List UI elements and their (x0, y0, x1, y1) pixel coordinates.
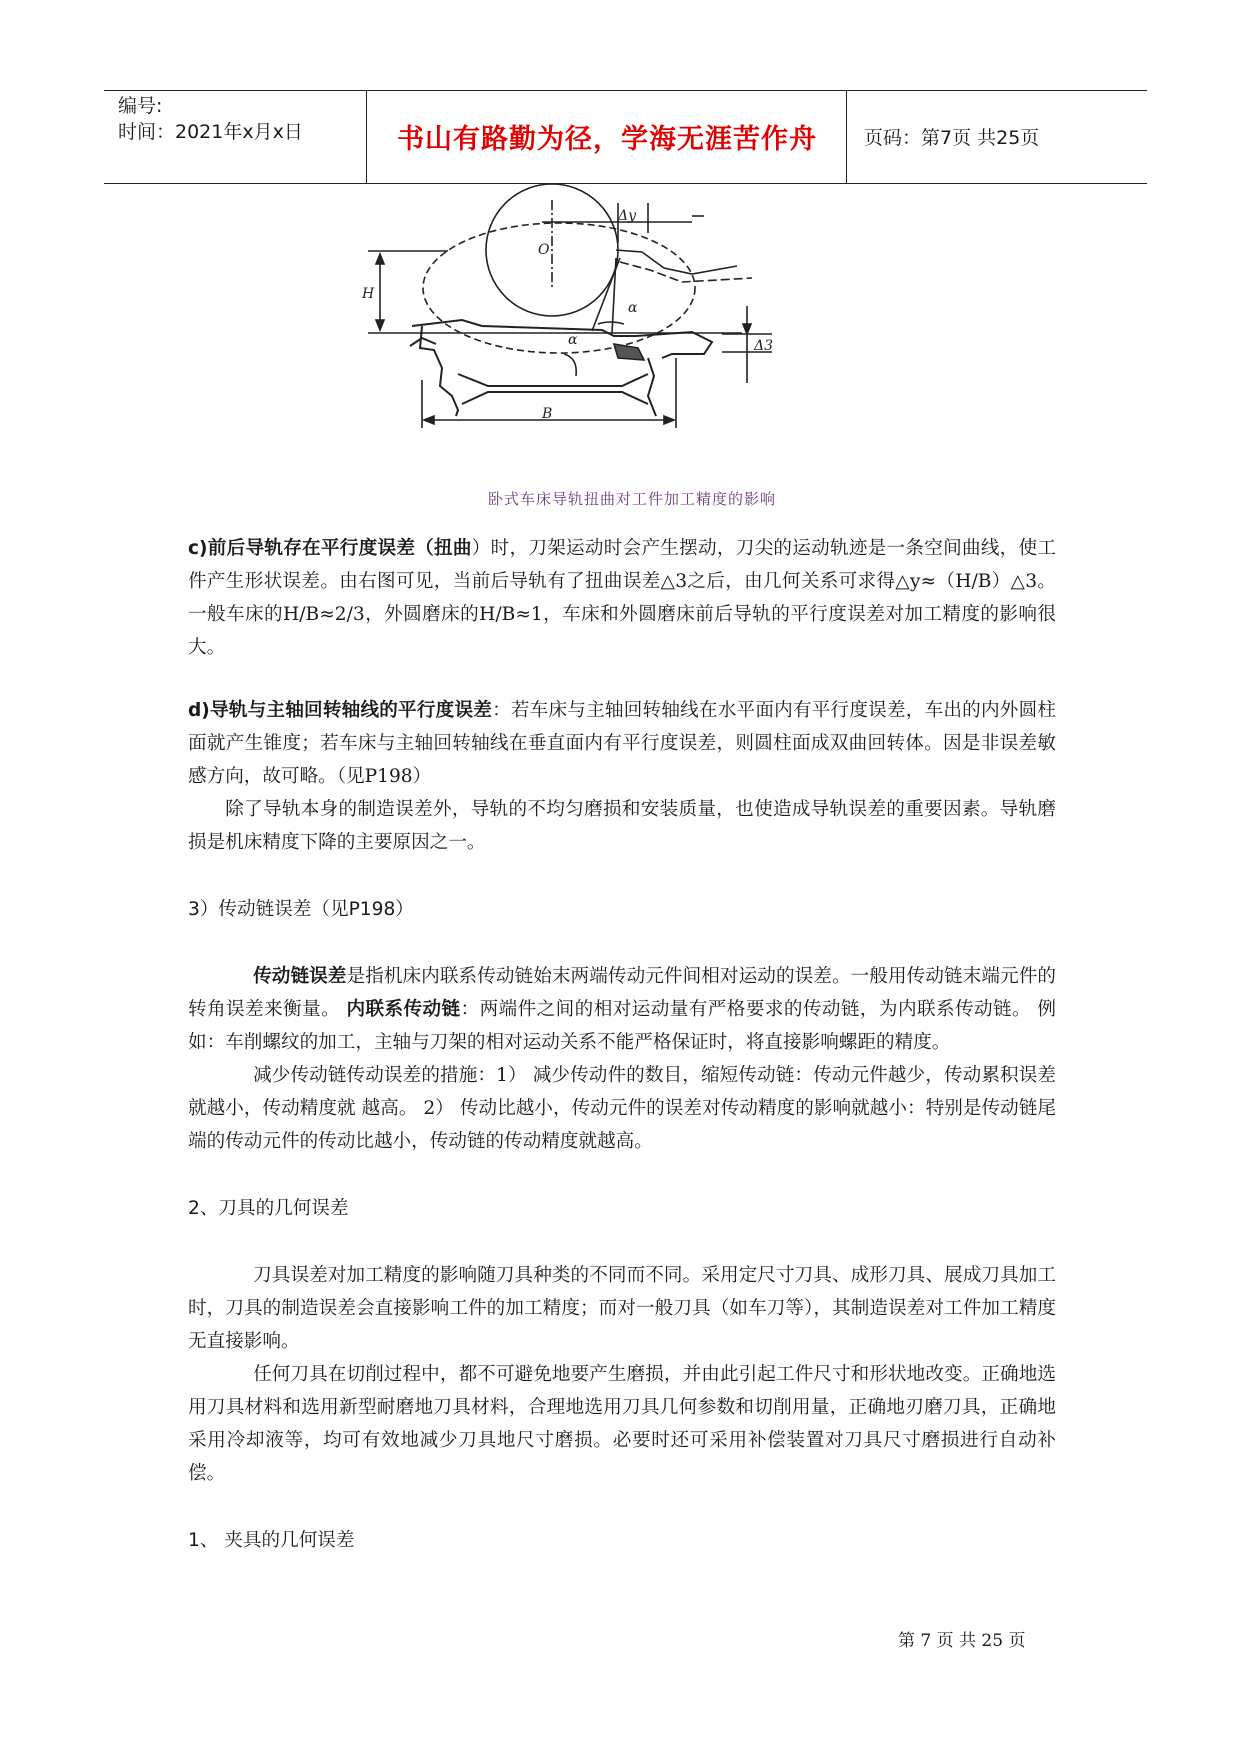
main-content (188, 532, 1056, 1557)
label-h: H (362, 286, 375, 302)
label-delta-y: Δy (618, 208, 637, 224)
label-alpha-right: α (628, 300, 638, 316)
header-middle-cell (368, 91, 847, 183)
paragraph-tool-2: 任何刀具在切削过程中，都不可避免地要产生磨损，并由此引起工件尺寸和形状地改变。正确地选用刀具材料和选用新型耐磨地刀具材料，合理地选用刀具几何参数和切削用量，正确地刃磨刀具，正确地采用冷却液等，均可有效地减少刀具地尺寸磨损。必要时还可采用补偿装置对刀具尺寸磨损进行自动补偿。 (188, 1364, 1056, 1484)
page-code: 页码：第7页 共25页 (864, 127, 1040, 149)
term-chain-error: 传动链误差 (253, 966, 347, 987)
page-header (104, 90, 1147, 184)
label-alpha-left: α (568, 332, 578, 348)
lathe-diagram (362, 208, 872, 484)
paragraph-wear: 除了导轨本身的制造误差外，导轨的不均匀磨损和安装质量，也使造成导轨误差的重要因素。导轨磨损是机床精度下降的主要原因之一。 (188, 799, 1056, 853)
number-label: 编号: (118, 95, 163, 117)
paragraph-reduce: 减少传动链传动误差的措施：1） 减少传动件的数目，缩短传动链：传动元件越少，传动累积误差就越小，传动精度就 越高。 2） 传动比越小，传动元件的误差对传动精度的影响就越小：特别是传动链尾端的传动元件的传动比越小，传动链的传动精度就越高。 (188, 1065, 1056, 1152)
text-chain-1: 是指机床内联系传动链始末两端传动元件间相对运动的误差。一般用传动链末端元件的转角误差来衡量。 (188, 966, 1056, 1020)
heading-tool: 2、刀具的几何误差 (188, 1198, 349, 1219)
figure-caption: 卧式车床导轨扭曲对工件加工精度的影响 (487, 490, 776, 508)
text-c: ）时，刀架运动时会产生摆动，刀尖的运动轨迹是一条空间曲线，使工件产生形状误差。由右图可见，当前后导轨有了扭曲误差△3之后，由几何关系可求得△y≈（H/B）△3。一般车床的H/B≈2/3，外圆磨床的H/B≈1，车床和外圆磨床前后导轨的平行度误差对加工精度的影响很大。 (188, 538, 1056, 658)
heading-transmission: 3）传动链误差（见P198） (188, 899, 414, 920)
lathe-guide-figure (362, 208, 872, 508)
text-d: ：若车床与主轴回转轴线在水平面内有平行度误差，车出的内外圆柱面就产生锥度；若车床与主轴回转轴线在垂直面内有平行度误差，则圆柱面成双曲回转体。因是非误差敏感方向，故可略。（见P198） (188, 700, 1056, 787)
paragraph-tool-1: 刀具误差对加工精度的影响随刀具种类的不同而不同。采用定尺寸刀具、成形刀具、展成刀具加工时，刀具的制造误差会直接影响工件的加工精度；而对一般刀具（如车刀等），其制造误差对工件加工精度无直接影响。 (188, 1265, 1056, 1352)
time-label: 时间：2021年x月x日 (118, 121, 303, 143)
header-right-cell (848, 91, 1147, 183)
heading-fixture: 1、 夹具的几何误差 (188, 1530, 355, 1551)
text-chain-2: ：两端件之间的相对运动量有严格要求的传动链，为内联系传动链。 例如：车削螺纹的加工，主轴与刀架的相对运动关系不能严格保证时，将直接影响螺距的精度。 (188, 999, 1056, 1053)
page-footer: 第 7 页 共 25 页 (898, 1631, 1026, 1651)
motto: 书山有路勤为径，学海无涯苦作舟 (397, 124, 817, 155)
heading-d: d)导轨与主轴回转轴线的平行度误差 (188, 700, 493, 721)
label-o: O (538, 242, 550, 258)
header-left-cell (104, 91, 367, 183)
heading-c: c)前后导轨存在平行度误差（扭曲 (188, 538, 472, 559)
label-b: B (542, 406, 553, 422)
paragraph-c (188, 532, 1056, 664)
label-delta3: Δ3 (754, 338, 774, 354)
paragraph-d (188, 694, 1056, 793)
term-inner-chain: 内联系传动链 (346, 999, 461, 1020)
paragraph-chain (188, 960, 1056, 1059)
